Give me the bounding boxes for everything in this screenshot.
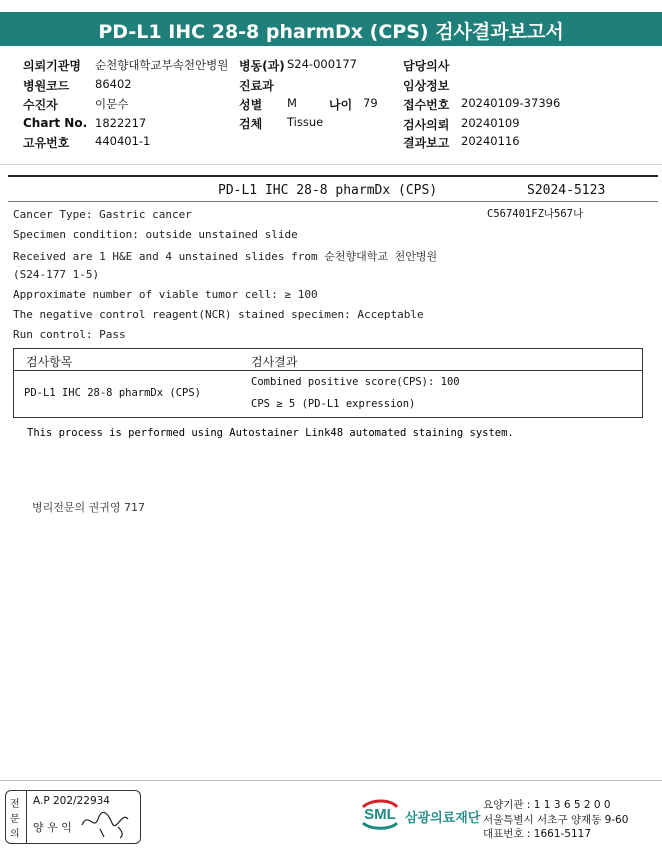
chart-no-label: Chart No. [23,116,88,130]
attending-doctor-label: 담당의사 [403,59,450,73]
hospital-code-value: 86402 [95,77,132,91]
report-date-value: 20240116 [461,134,520,148]
report-top-rule [8,175,658,177]
specimen-code: C567401FZ나567나 [487,208,584,220]
run-control-line: Run control: Pass [13,328,126,341]
negative-control-line: The negative control reagent(NCR) stained specimen: Acceptable [13,308,424,321]
patient-label: 수진자 [23,98,58,112]
ward-value: S24-000177 [287,57,357,71]
unique-no-value: 440401-1 [95,134,151,148]
header-separator [0,164,662,165]
pathologist-signature: 병리전문의 권귀영 717 [32,501,145,514]
table-header-result: 검사결과 [251,355,298,369]
table-cps-interpretation: CPS ≥ 5 (PD-L1 expression) [251,398,416,410]
organization-address: 서울특별시 서초구 양재동 9-60 [483,814,629,826]
sex-value: M [287,96,297,110]
report-date-label: 결과보고 [403,136,450,150]
clinical-info-label: 임상정보 [403,79,450,93]
stamp-side-char: 문 [10,814,20,825]
chart-no-value: 1822217 [95,116,147,130]
doctor-stamp [5,790,141,844]
requesting-org-value: 순천향대학교부속천안병원 [95,58,229,72]
footer-separator [0,780,662,781]
report-title-bar [0,12,662,46]
cancer-type-line: Cancer Type: Gastric cancer [13,208,192,221]
ward-label: 병동(과) [239,59,285,73]
care-institution-code: 요양기관 : 1 1 3 6 5 2 0 0 [483,799,611,811]
viable-tumor-cell-line: Approximate number of viable tumor cell: ≥ 100 [13,288,318,301]
request-date-value: 20240109 [461,116,520,130]
ap-number: A.P 202/22934 [33,795,110,807]
requesting-org-label: 의뢰기관명 [23,59,81,73]
table-header-item: 검사항목 [26,355,73,369]
report-number: S2024-5123 [527,183,606,198]
handwritten-signature [78,805,138,839]
specimen-label: 검체 [239,117,263,131]
department-label: 진료과 [239,79,274,93]
request-date-label: 검사의뢰 [403,118,450,132]
results-table [13,348,643,418]
sex-label: 성별 [239,98,263,112]
receipt-no-label: 접수번호 [403,98,450,112]
process-note: This process is performed using Autostainer Link48 automated staining system. [27,427,514,439]
table-test-item: PD-L1 IHC 28-8 pharmDx (CPS) [24,387,202,399]
doctor-name: 양 우 익 [33,821,72,834]
age-label: 나이 [329,98,353,112]
report-title: PD-L1 IHC 28-8 pharmDx (CPS) 검사결과보고서 [98,21,564,43]
unique-no-label: 고유번호 [23,136,70,150]
table-cps-score: Combined positive score(CPS): 100 [251,376,460,388]
organization-phone: 대표번호 : 1661-5117 [483,828,592,840]
organization-name: 삼광의료재단 [405,811,481,826]
stamp-side-char: 의 [10,829,20,840]
specimen-condition-line: Specimen condition: outside unstained slide [13,228,298,241]
hospital-code-label: 병원코드 [23,79,70,93]
stamp-side-char: 전 [10,799,20,810]
age-value: 79 [363,96,378,110]
sml-logo-icon [357,797,403,831]
test-name-heading: PD-L1 IHC 28-8 pharmDx (CPS) [218,183,438,198]
receipt-no-value: 20240109-37396 [461,96,561,110]
received-slides-line: Received are 1 H&E and 4 unstained slides from 순천향대학교 천안병원 [13,250,438,263]
logo-text: SML [364,806,396,823]
stamp-side-label [6,791,27,843]
report-sub-rule [8,201,658,202]
case-reference-line: (S24-177 1-5) [13,268,100,281]
patient-value: 이문수 [95,97,129,111]
specimen-value: Tissue [287,115,324,129]
table-header-divider [14,370,642,371]
